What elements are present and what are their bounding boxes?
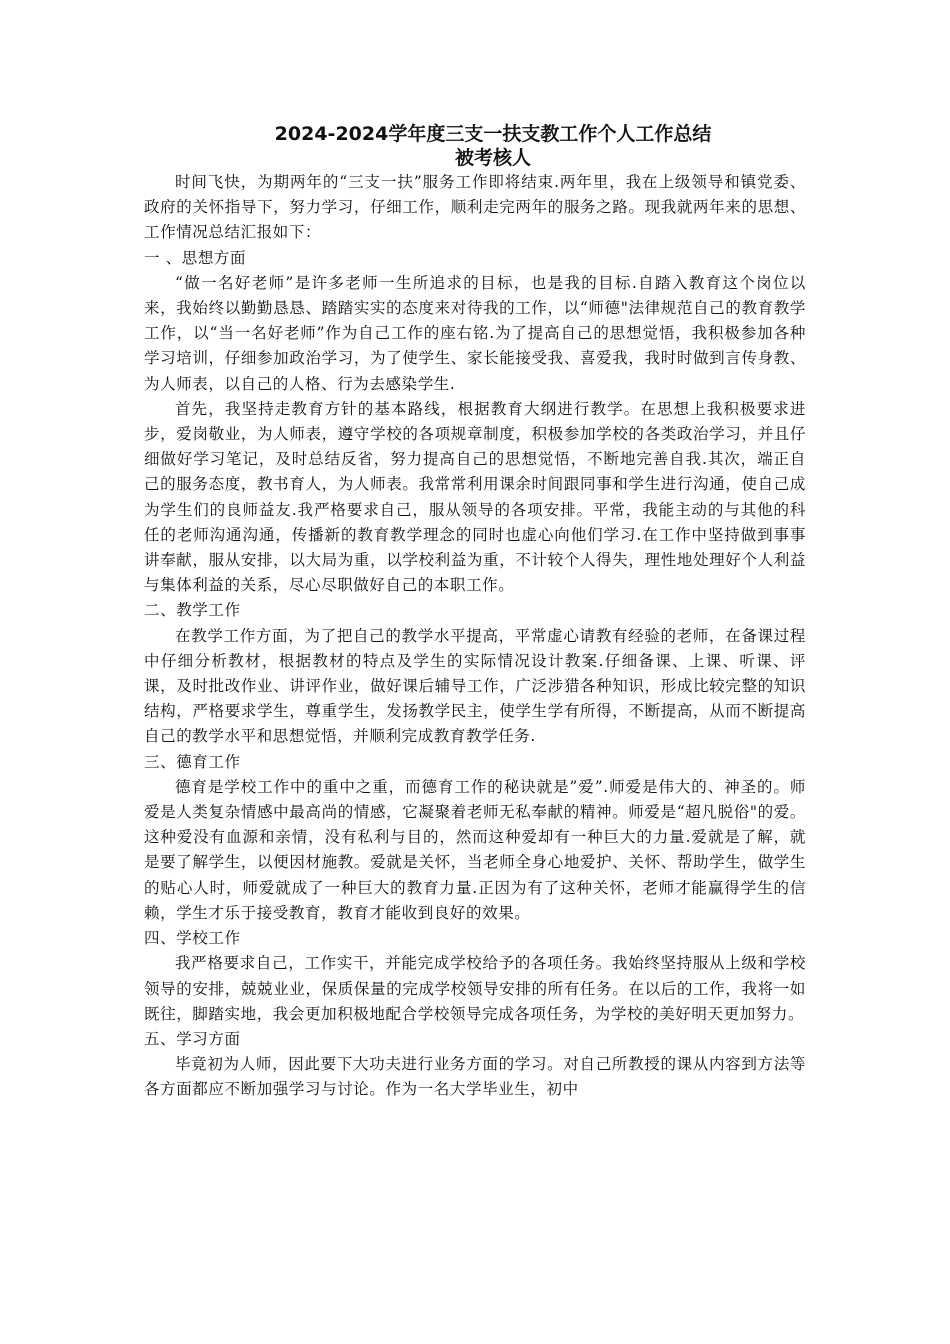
document-title: 2024-2024学年度三支一扶支教工作个人工作总结 <box>274 123 712 145</box>
document-author: 被考核人 <box>454 147 531 169</box>
section-moral-paragraph: 德育是学校工作中的重中之重，而德育工作的秘诀就是”爱”.师爱是伟大的、神圣的。师爱是人类复杂情感中最高尚的情感，它凝聚着老师无私奉献的精神。师爱是“超凡脱俗"的爱。这种爱没有血源和亲情，没有私利与目的，然而这种爱却有一种巨大的力量.爱就是了解，就是要了解学生，以便因材施教。爱就是关怀，当老师全身心地爱护、关怀、帮助学生，做学生的贴心人时，师爱就成了一种巨大的教育力量.正因为有了这种关怀，老师才能赢得学生的信赖，学生才乐于接受教育，教育才能收到良好的效果。 <box>144 777 806 922</box>
intro-paragraph: 时间飞快，为期两年的“三支一扶”服务工作即将结束.两年里，我在上级领导和镇党委、政府的关怀指导下，努力学习，仔细工作，顺利走完两年的服务之路。现我就两年来的思想、工作情况总结汇报如下： <box>144 173 806 242</box>
section-thought-paragraph-1: “做一名好老师”是许多老师一生所追求的目标，也是我的目标.自踏入教育这个岗位以来，我始终以勤勤恳恳、踏踏实实的态度来对待我的工作，以“师德"法律规范自己的教育教学工作，以“当一名好老师”作为自己工作的座右铭.为了提高自己的思想觉悟，我积极参加各种学习培训，仔细参加政治学习，为了使学生、家长能接受我、喜爱我，我时时做到言传身教、为人师表，以自己的人格、行为去感染学生. <box>144 273 806 393</box>
section-study-paragraph: 毕竟初为人师，因此要下大功夫进行业务方面的学习。对自己所教授的课从内容到方法等各方面都应不断加强学习与讨论。作为一名大学毕业生，初中 <box>144 1055 806 1099</box>
section-heading-teaching: 二、教学工作 <box>144 601 241 620</box>
section-heading-moral: 三、德育工作 <box>144 752 241 771</box>
document-page <box>144 122 806 1103</box>
section-teaching-paragraph: 在教学工作方面，为了把自己的教学水平提高，平常虚心请教有经验的老师，在备课过程中仔细分析教材，根据教材的特点及学生的实际情况设计教案.仔细备课、上课、听课、评课，及时批改作业、讲评作业，做好课后辅导工作，广泛涉猎各种知识，形成比较完整的知识结构，严格要求学生，尊重学生，发扬教学民主，使学生学有所得，不断提高，从而不断提高自己的教学水平和思想觉悟，并顺利完成教育教学任务. <box>144 626 806 746</box>
section-thought-paragraph-2: 首先，我坚持走教育方针的基本路线，根据教育大纲进行教学。在思想上我积极要求进步，爱岗敬业，为人师表，遵守学校的各项规章制度，积极参加学校的各类政治学习，并且仔细做好学习笔记，及时总结反省，努力提高自己的思想觉悟，不断地完善自我.其次，端正自己的服务态度，教书育人，为人师表。我常常利用课余时间跟同事和学生进行沟通，使自己成为学生们的良师益友.我严格要求自己，服从领导的各项安排。平常，我能主动的与其他的科任的老师沟通沟通，传播新的教育教学理念的同时也虚心向他们学习.在工作中坚持做到事事讲奉献，服从安排，以大局为重，以学校利益为重，不计较个人得失，理性地处理好个人利益与集体利益的关系，尽心尽职做好自己的本职工作。 <box>144 399 806 595</box>
section-heading-school: 四、学校工作 <box>144 929 241 948</box>
section-heading-study: 五、学习方面 <box>144 1029 241 1048</box>
section-heading-thought: 一 、思想方面 <box>144 248 247 267</box>
section-school-paragraph: 我严格要求自己，工作实干，并能完成学校给予的各项任务。我始终坚持服从上级和学校领导的安排，兢兢业业，保质保量的完成学校领导安排的所有任务。在以后的工作，我将一如既往，脚踏实地，我会更加积极地配合学校领导完成各项任务，为学校的美好明天更加努力。 <box>144 954 806 1023</box>
